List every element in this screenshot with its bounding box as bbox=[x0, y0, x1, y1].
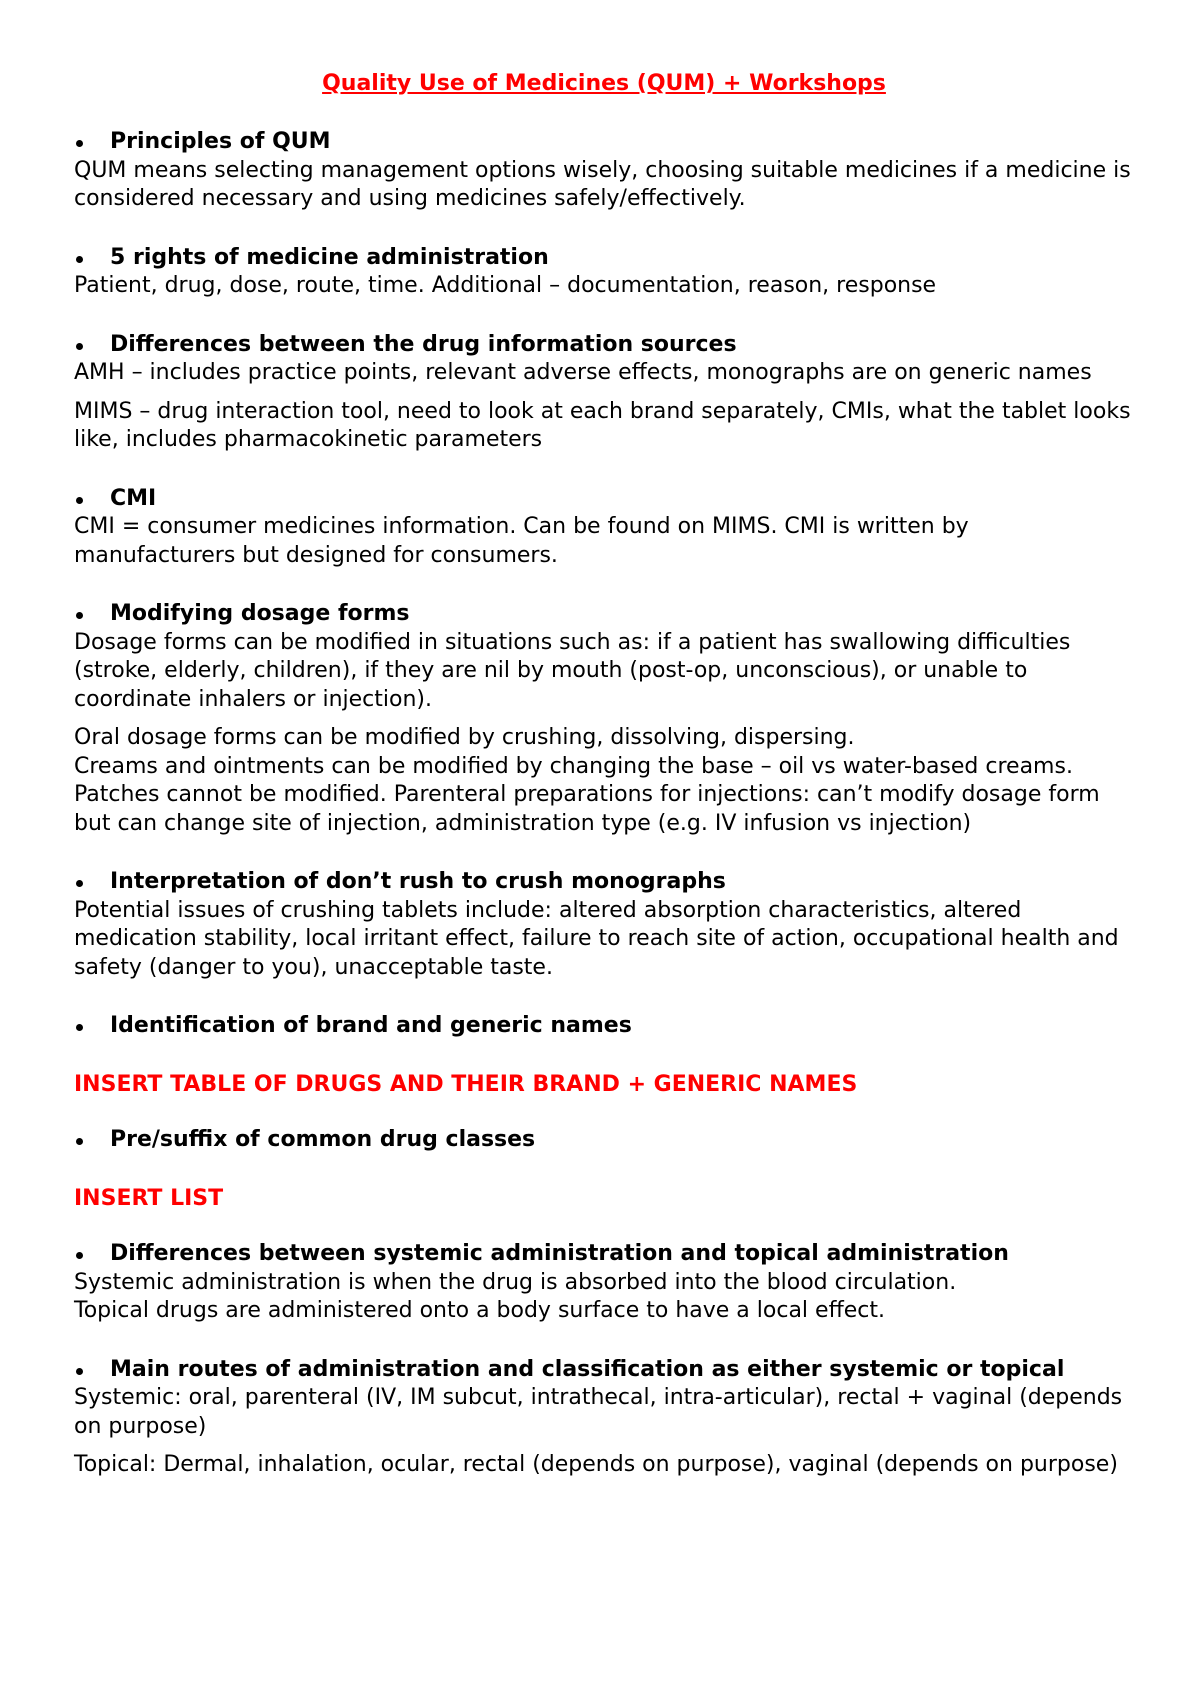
section-heading: Main routes of administration and classification as either systemic or topical bbox=[74, 1356, 1134, 1385]
section-heading: Differences between systemic administration and topical administration bbox=[74, 1240, 1134, 1269]
section-heading: Modifying dosage forms bbox=[74, 600, 1134, 629]
section-heading: 5 rights of medicine administration bbox=[74, 244, 1134, 273]
section-heading: Principles of QUM bbox=[74, 128, 1134, 157]
section-brand-generic-names bbox=[74, 1012, 1134, 1041]
section-heading: Differences between the drug information sources bbox=[74, 331, 1134, 360]
section-paragraph: Potential issues of crushing tablets include: altered absorption characteristics, altered medication stability, local irritant effect, failure to reach site of action, occupational health and safety (danger to you), unacceptable taste. bbox=[74, 897, 1119, 980]
bullet-icon bbox=[76, 880, 83, 887]
section-prefix-suffix bbox=[74, 1126, 1134, 1155]
section-paragraph: Creams and ointments can be modified by changing the base – oil vs water-based creams. bbox=[74, 753, 1073, 779]
insert-table-note: INSERT TABLE OF DRUGS AND THEIR BRAND + GENERIC NAMES bbox=[74, 1071, 858, 1097]
document-title: Quality Use of Medicines (QUM) + Workshops bbox=[322, 71, 886, 96]
section-paragraph: Patient, drug, dose, route, time. Additional – documentation, reason, response bbox=[74, 273, 937, 298]
section-paragraph: Patches cannot be modified. Parenteral preparations for injections: can’t modify dosage form but can change site of injection, administration type (e.g. IV infusion vs injection) bbox=[74, 782, 1100, 836]
section-heading: CMI bbox=[74, 485, 1134, 514]
section-paragraph: AMH – includes practice points, relevant adverse effects, monographs are on generic names bbox=[74, 360, 1092, 385]
section-paragraph: Systemic administration is when the drug is absorbed into the blood circulation. bbox=[74, 1269, 957, 1295]
section-paragraph: Dosage forms can be modified in situations such as: if a patient has swallowing difficulties (stroke, elderly, children), if they are nil by mouth (post-op, unconscious), or unable to coordinate inhalers or injection). bbox=[74, 629, 1071, 712]
section-heading: Pre/suffix of common drug classes bbox=[74, 1126, 1134, 1155]
section-paragraph: CMI = consumer medicines information. Can be found on MIMS. CMI is written by manufacturers but designed for consumers. bbox=[74, 514, 969, 568]
section-cmi bbox=[74, 485, 1134, 571]
section-drug-information-sources bbox=[74, 331, 1134, 455]
bullet-icon bbox=[76, 612, 83, 619]
section-dont-rush-to-crush bbox=[74, 868, 1134, 982]
section-heading: Interpretation of don’t rush to crush monographs bbox=[74, 868, 1134, 897]
section-paragraph: Oral dosage forms can be modified by crushing, dissolving, dispersing. bbox=[74, 725, 855, 750]
bullet-icon bbox=[76, 140, 83, 147]
bullet-icon bbox=[76, 343, 83, 350]
section-paragraph: Topical: Dermal, inhalation, ocular, rectal (depends on purpose), vaginal (depends on purpose) bbox=[74, 1452, 1118, 1477]
bullet-icon bbox=[76, 497, 83, 504]
bullet-icon bbox=[76, 1368, 83, 1375]
section-systemic-vs-topical bbox=[74, 1240, 1134, 1326]
section-paragraph: QUM means selecting management options wisely, choosing suitable medicines if a medicine is considered necessary and using medicines safely/effectively. bbox=[74, 157, 1131, 211]
document-content bbox=[74, 128, 1134, 1510]
insert-list-note: INSERT LIST bbox=[74, 1185, 224, 1211]
section-5-rights bbox=[74, 244, 1134, 301]
bullet-icon bbox=[76, 1024, 83, 1031]
bullet-icon bbox=[76, 1138, 83, 1145]
section-principles-of-qum bbox=[74, 128, 1134, 214]
section-heading: Identification of brand and generic names bbox=[74, 1012, 1134, 1041]
bullet-icon bbox=[76, 256, 83, 263]
section-main-routes bbox=[74, 1356, 1134, 1480]
bullet-icon bbox=[76, 1252, 83, 1259]
section-modifying-dosage-forms bbox=[74, 600, 1134, 838]
section-paragraph: Topical drugs are administered onto a body surface to have a local effect. bbox=[74, 1298, 885, 1323]
section-paragraph: Systemic: oral, parenteral (IV, IM subcut, intrathecal, intra-articular), rectal + vaginal (depends on purpose) bbox=[74, 1385, 1123, 1439]
section-paragraph: MIMS – drug interaction tool, need to look at each brand separately, CMIs, what the tablet looks like, includes pharmacokinetic parameters bbox=[74, 398, 1131, 452]
